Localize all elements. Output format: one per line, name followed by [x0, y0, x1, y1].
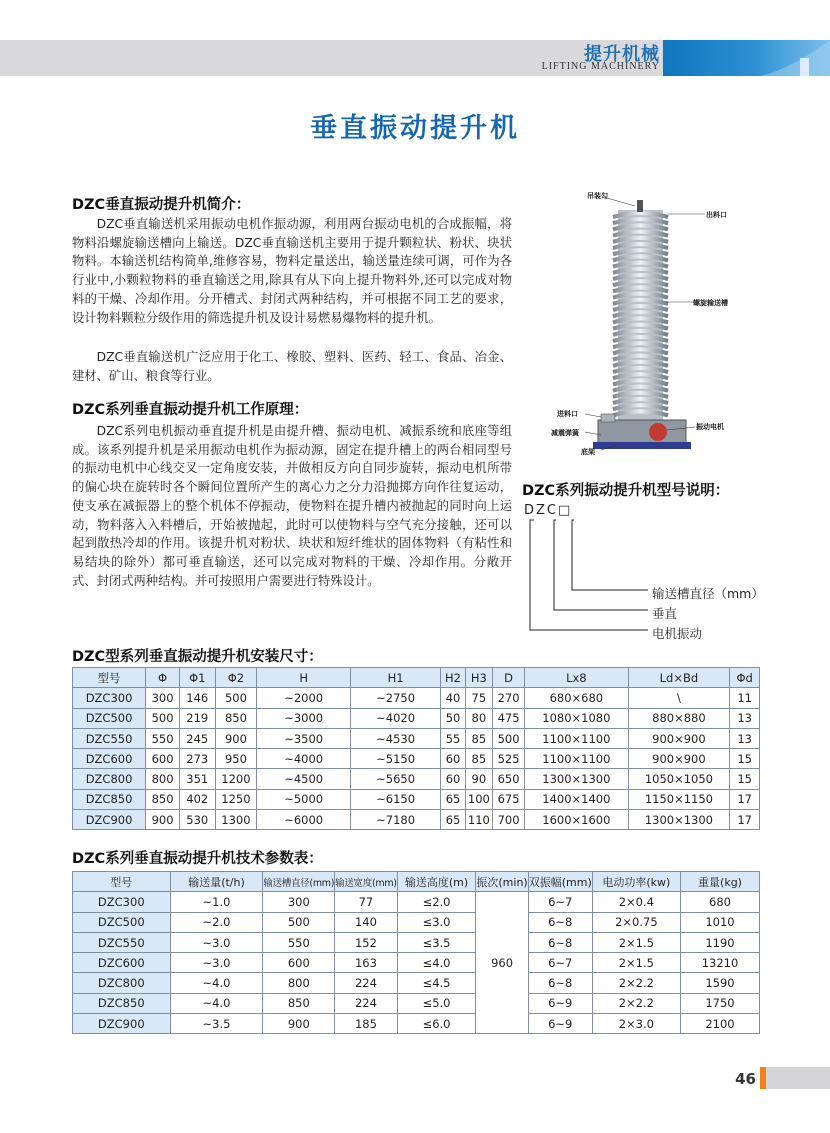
- table1-cell: 525: [492, 749, 524, 769]
- table1-cell: 273: [179, 749, 215, 769]
- table2-cell: 550: [263, 932, 335, 952]
- table1-cell: 13: [730, 728, 760, 748]
- table2-model-cell: DZC300: [73, 892, 171, 912]
- table2-cell: 2×2.2: [592, 973, 680, 993]
- table2-frequency-cell: 960: [476, 892, 528, 1034]
- table1-model-cell: DZC550: [73, 728, 146, 748]
- table2-cell: ~3.0: [170, 953, 263, 973]
- table2-model-cell: DZC500: [73, 912, 171, 932]
- table1-header-cell: H2: [441, 668, 466, 688]
- label-inlet: 进料口: [557, 409, 578, 418]
- table2-row: [73, 932, 760, 952]
- table2-row: [73, 973, 760, 993]
- table2-cell: 6~7: [528, 892, 592, 912]
- table2-cell: ≤3.0: [397, 912, 476, 932]
- table2-cell: ~2.0: [170, 912, 263, 932]
- label-trough: 螺旋输送槽: [693, 298, 728, 307]
- label-outlet: 出料口: [706, 210, 727, 219]
- table2-header-cell: 电动功率(kw): [592, 872, 680, 892]
- table2-cell: 140: [335, 912, 398, 932]
- table1-header-cell: Φ1: [179, 668, 215, 688]
- table1-header-cell: H: [257, 668, 351, 688]
- table1-cell: ~4500: [257, 769, 351, 789]
- table2-cell: 680: [681, 892, 760, 912]
- table2-cell: ≤5.0: [397, 993, 476, 1013]
- table2-cell: 6~8: [528, 932, 592, 952]
- table2-cell: ~4.0: [170, 993, 263, 1013]
- table1-header-row: [73, 668, 760, 688]
- table1-row: [73, 688, 760, 708]
- table1-cell: 40: [441, 688, 466, 708]
- table2-cell: 224: [335, 993, 398, 1013]
- table1-cell: ~4000: [257, 749, 351, 769]
- table1-cell: 475: [492, 708, 524, 728]
- table1-header-cell: Φ2: [215, 668, 257, 688]
- table1-model-cell: DZC300: [73, 688, 146, 708]
- working-paragraph: DZC系列电机振动垂直提升机是由提升槽、振动电机、减振系统和底座等组成。该系列提升机是采用振动电机作为振动源，固定在提升槽上的两台相同型号的振动电机中心线交叉一定角度安装，并做相反方向自同步旋转，振动电机所带的偏心块在旋转时各个瞬间位置所产生的离心力之分力沿抛掷方向作往复运动，使支承在减振器上的整个机体不停振动，使物料在提升槽内被抛起的同时向上运动，物料落入入料槽后，开始被抛起，此时可以使物料与空气充分接触，还可以起到散热冷却的作用。该提升机对粉状、块状和短纤维状的固体物料（有粘性和易结块的除外）都可垂直输送，还可以完成对物料的干燥、冷却作用。分敞开式、封闭式两种结构。并可按照用户需要进行特殊设计。: [72, 424, 512, 588]
- working-heading: DZC系列垂直振动提升机工作原理：: [72, 402, 309, 418]
- header-decoration: [760, 40, 830, 76]
- table1-cell: 15: [730, 769, 760, 789]
- table1-cell: 75: [465, 688, 492, 708]
- table1-cell: 850: [215, 708, 257, 728]
- table2-cell: 6~8: [528, 912, 592, 932]
- table1-cell: 880×880: [628, 708, 730, 728]
- table1-model-cell: DZC500: [73, 708, 146, 728]
- table2-cell: ~1.0: [170, 892, 263, 912]
- table2-cell: 6~7: [528, 953, 592, 973]
- table2-cell: 6~8: [528, 973, 592, 993]
- table2-row: [73, 912, 760, 932]
- header-title-en: LIFTING MACHINERY: [541, 61, 660, 72]
- table1-header-cell: Φ: [146, 668, 180, 688]
- table1-cell: 146: [179, 688, 215, 708]
- table2-cell: 900: [263, 1014, 335, 1034]
- table2-cell: 185: [335, 1014, 398, 1034]
- table1-cell: 50: [441, 708, 466, 728]
- table2-cell: 1010: [681, 912, 760, 932]
- table2-model-cell: DZC600: [73, 953, 171, 973]
- label-hook: 吊装勾: [587, 192, 608, 200]
- table2-cell: 2×0.75: [592, 912, 680, 932]
- table1-row: [73, 810, 760, 830]
- model-code: DZC□: [524, 503, 573, 518]
- table1-cell: 530: [179, 810, 215, 830]
- table1-cell: ~4020: [350, 708, 440, 728]
- table2-cell: ≤3.5: [397, 932, 476, 952]
- table2-header-cell: 重量(kg): [681, 872, 760, 892]
- table2-cell: 2×2.2: [592, 993, 680, 1013]
- tech-params-table: [72, 871, 760, 1034]
- table1-cell: ~2000: [257, 688, 351, 708]
- table1-cell: 675: [492, 789, 524, 809]
- table1-cell: 15: [730, 749, 760, 769]
- table2-header-cell: 输送量(t/h): [170, 872, 263, 892]
- table2-cell: 1190: [681, 932, 760, 952]
- table2-model-cell: DZC900: [73, 1014, 171, 1034]
- header-title-cn: 提升机械: [584, 44, 660, 65]
- table1-cell: 1600×1600: [525, 810, 628, 830]
- table2-cell: 850: [263, 993, 335, 1013]
- table2-cell: 2×3.0: [592, 1014, 680, 1034]
- table1-cell: 900: [215, 728, 257, 748]
- table1-cell: ~3500: [257, 728, 351, 748]
- table1-model-cell: DZC600: [73, 749, 146, 769]
- label-motor: 振动电机: [696, 422, 724, 431]
- table1-cell: 700: [492, 810, 524, 830]
- table1-cell: 13: [730, 708, 760, 728]
- table1-cell: 650: [492, 769, 524, 789]
- table1-model-cell: DZC900: [73, 810, 146, 830]
- table1-cell: 17: [730, 810, 760, 830]
- table1-cell: ~7180: [350, 810, 440, 830]
- table1-cell: \: [628, 688, 730, 708]
- table1-cell: 270: [492, 688, 524, 708]
- table2-cell: ≤4.0: [397, 953, 476, 973]
- table2-header-cell: 振次(min): [476, 872, 528, 892]
- table2-header-row: [73, 872, 760, 892]
- table2-header-cell: 输送高度(m): [397, 872, 476, 892]
- table1-cell: 500: [492, 728, 524, 748]
- table1-cell: ~5000: [257, 789, 351, 809]
- table2-cell: ~3.5: [170, 1014, 263, 1034]
- table1-cell: 351: [179, 769, 215, 789]
- table2-cell: 224: [335, 973, 398, 993]
- model-item-diameter: 输送槽直径（mm）: [652, 586, 764, 601]
- table2-cell: ≤2.0: [397, 892, 476, 912]
- table2-cell: 6~9: [528, 1014, 592, 1034]
- table2-header-cell: 双振幅(mm): [528, 872, 592, 892]
- table2-cell: 163: [335, 953, 398, 973]
- table1-cell: 1250: [215, 789, 257, 809]
- table1-header-cell: 型号: [73, 668, 146, 688]
- table1-cell: 1150×1150: [628, 789, 730, 809]
- table1-header-cell: H1: [350, 668, 440, 688]
- intro-heading: DZC垂直振动提升机简介：: [72, 197, 251, 213]
- table2-cell: ≤4.5: [397, 973, 476, 993]
- table2-cell: ~3.0: [170, 932, 263, 952]
- table1-cell: ~5650: [350, 769, 440, 789]
- table2-cell: 500: [263, 912, 335, 932]
- table2-model-cell: DZC850: [73, 993, 171, 1013]
- table1-cell: ~4530: [350, 728, 440, 748]
- table1-header-cell: D: [492, 668, 524, 688]
- table1-cell: 402: [179, 789, 215, 809]
- intro-paragraph-1: DZC垂直输送机采用振动电机作振动源，利用两台振动电机的合成振幅，将物料沿螺旋输送槽向上输送。DZC垂直输送机主要用于提升颗粒状、粉状、块状物料。本输送机结构简单,维修容易，物料定量送出，输送量连续可调，可作为各行业中,小颗粒物料的垂直输送之用,除具有从下向上提升物料外,还可以完成对物料的干燥、冷却作用。分开槽式、封闭式两种结构，并可根据不同工艺的要求，设计物料颗粒分级作用的筛选提升机及设计易燃易爆物料的提升机。: [72, 217, 512, 325]
- model-code-diagram: [528, 518, 648, 638]
- intro-paragraph-2: DZC垂直输送机广泛应用于化工、橡胶、塑料、医药、轻工、食品、冶金、建材、矿山、粮食等行业。: [72, 350, 512, 383]
- table1-cell: 85: [465, 749, 492, 769]
- table2-row: [73, 1014, 760, 1034]
- table1-cell: 1100×1100: [525, 728, 628, 748]
- table1-cell: 219: [179, 708, 215, 728]
- table1-cell: 500: [146, 708, 180, 728]
- table1-cell: 900×900: [628, 728, 730, 748]
- table1-cell: 1400×1400: [525, 789, 628, 809]
- table1-cell: 85: [465, 728, 492, 748]
- table2-cell: 6~9: [528, 993, 592, 1013]
- table2-cell: 2×1.5: [592, 953, 680, 973]
- table1-row: [73, 789, 760, 809]
- table1-cell: ~6000: [257, 810, 351, 830]
- table1-model-cell: DZC850: [73, 789, 146, 809]
- install-dimensions-table: [72, 667, 760, 830]
- table1-row: [73, 708, 760, 728]
- table1-cell: 245: [179, 728, 215, 748]
- table2-cell: 800: [263, 973, 335, 993]
- table1-cell: 600: [146, 749, 180, 769]
- table1-header-cell: Φd: [730, 668, 760, 688]
- table1-cell: 110: [465, 810, 492, 830]
- table2-cell: 2100: [681, 1014, 760, 1034]
- table1-row: [73, 728, 760, 748]
- table1-cell: 65: [441, 789, 466, 809]
- table1-model-cell: DZC800: [73, 769, 146, 789]
- label-base: 底架: [581, 447, 595, 456]
- page-title: 垂直振动提升机: [310, 113, 520, 144]
- table2-cell: 1590: [681, 973, 760, 993]
- table2-cell: 2×1.5: [592, 932, 680, 952]
- table1-header-cell: Ld×Bd: [628, 668, 730, 688]
- model-item-motor: 电机振动: [652, 626, 703, 641]
- table2-header-cell: 输送宽度(mm): [335, 872, 398, 892]
- table2-header-cell: 输送槽直径(mm): [263, 872, 335, 892]
- table2-cell: 2×0.4: [592, 892, 680, 912]
- table2-cell: ~4.0: [170, 973, 263, 993]
- table1-cell: 17: [730, 789, 760, 809]
- table1-cell: 80: [465, 708, 492, 728]
- table1-cell: 60: [441, 749, 466, 769]
- table1-cell: 65: [441, 810, 466, 830]
- table2-cell: ≤6.0: [397, 1014, 476, 1034]
- table1-cell: 850: [146, 789, 180, 809]
- model-item-vertical: 垂直: [652, 606, 678, 621]
- table2-cell: 300: [263, 892, 335, 912]
- table2-cell: 77: [335, 892, 398, 912]
- table1-cell: 100: [465, 789, 492, 809]
- table1-cell: 550: [146, 728, 180, 748]
- table1-header-cell: Lx8: [525, 668, 628, 688]
- table1-cell: 1200: [215, 769, 257, 789]
- table2-cell: 600: [263, 953, 335, 973]
- table2-cell: 152: [335, 932, 398, 952]
- table2-header-cell: 型号: [73, 872, 171, 892]
- table2-cell: 1750: [681, 993, 760, 1013]
- table2-row: [73, 953, 760, 973]
- table1-cell: ~3000: [257, 708, 351, 728]
- table1-cell: 680×680: [525, 688, 628, 708]
- table1-cell: 950: [215, 749, 257, 769]
- table1-cell: ~2750: [350, 688, 440, 708]
- table2-cell: 13210: [681, 953, 760, 973]
- table1-cell: 11: [730, 688, 760, 708]
- table1-cell: 1300×1300: [628, 810, 730, 830]
- table1-cell: 55: [441, 728, 466, 748]
- table1-cell: 900×900: [628, 749, 730, 769]
- machine-illustration: [543, 192, 783, 467]
- table1-cell: 300: [146, 688, 180, 708]
- table1-header-cell: H3: [465, 668, 492, 688]
- table2-model-cell: DZC800: [73, 973, 171, 993]
- table1-cell: 1080×1080: [525, 708, 628, 728]
- table1-cell: ~5150: [350, 749, 440, 769]
- table1-cell: ~6150: [350, 789, 440, 809]
- table1-cell: 800: [146, 769, 180, 789]
- table1-cell: 500: [215, 688, 257, 708]
- table2-model-cell: DZC550: [73, 932, 171, 952]
- table1-row: [73, 749, 760, 769]
- table1-cell: 1300: [215, 810, 257, 830]
- table1-row: [73, 769, 760, 789]
- table1-heading: DZC型系列垂直振动提升机安装尺寸：: [72, 649, 323, 665]
- page-number: 46: [735, 1070, 756, 1088]
- table1-cell: 90: [465, 769, 492, 789]
- page-accent-gray: [766, 1067, 830, 1089]
- model-desc-heading: DZC系列振动提升机型号说明：: [522, 483, 730, 499]
- table1-cell: 1300×1300: [525, 769, 628, 789]
- table2-row: [73, 993, 760, 1013]
- table1-cell: 1100×1100: [525, 749, 628, 769]
- table2-heading: DZC系列垂直振动提升机技术参数表：: [72, 851, 323, 867]
- table1-cell: 60: [441, 769, 466, 789]
- table1-cell: 900: [146, 810, 180, 830]
- table1-cell: 1050×1050: [628, 769, 730, 789]
- label-spring: 减震弹簧: [551, 428, 579, 437]
- table2-row: [73, 892, 760, 912]
